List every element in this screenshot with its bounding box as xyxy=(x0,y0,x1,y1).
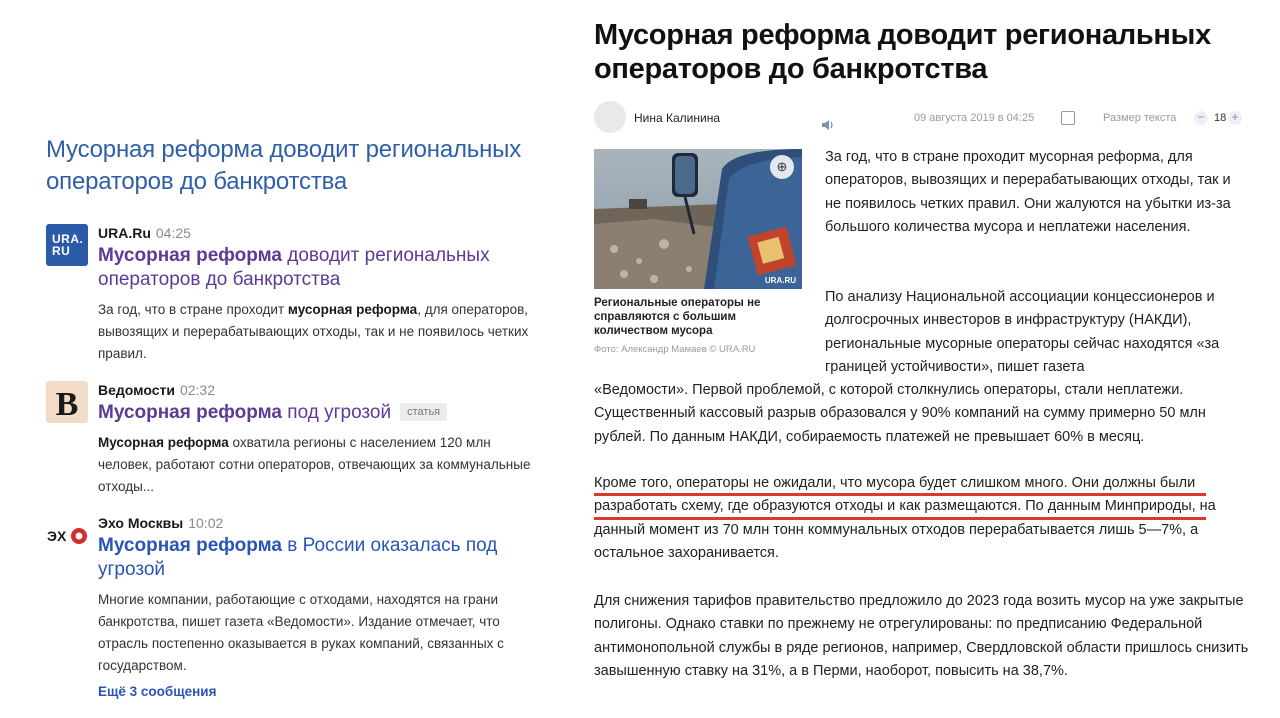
article-meta xyxy=(594,101,1239,135)
article-photo[interactable] xyxy=(594,149,802,289)
article-paragraph: За год, что в стране проходит мусорная реформа, для операторов, вывозящих и перерабатывающих отходы, так и не появилось четких правил. Они жалуются на убытки из-за большого количества мусора и неплатежи населения. xyxy=(825,149,1231,235)
headline-bold: Мусорная реформа xyxy=(98,535,282,556)
news-headline-link[interactable] xyxy=(98,401,548,425)
photo-credit: Фото: Александр Мамаев © URA.RU xyxy=(594,344,756,355)
publish-date: 09 августа 2019 в 04:25 xyxy=(914,112,1035,124)
vedomosti-logo[interactable] xyxy=(46,381,88,423)
article-paragraph: Для снижения тарифов правительство предложило до 2023 года возить мусор на уже закрытые полигоны. Однако ставки по прежнему не отрегулированы: по предписанию Федеральной антимонопольной службы в ряде регионов, например, Свердловской области пришлось снизить завышенную ставку на 31%, а в Перми, наоборот, повысить на 38,7%. xyxy=(594,593,1249,679)
highlight-underline xyxy=(594,493,1206,496)
author-name[interactable]: Нина Калинина xyxy=(634,111,721,125)
echo-moskvy-logo[interactable] xyxy=(46,514,88,556)
more-messages-link[interactable]: Ещё 3 сообщения xyxy=(98,684,217,699)
snippet-text: За год, что в стране проходит xyxy=(98,302,288,317)
svg-text:Х: Х xyxy=(57,528,67,544)
news-snippet xyxy=(98,589,548,677)
news-headline-link[interactable] xyxy=(98,244,548,292)
svg-text:В: В xyxy=(55,386,79,423)
headline-rest: доводит региональных операторов до банкротства xyxy=(98,245,490,290)
source-name[interactable]: Эхо Москвы xyxy=(98,515,184,531)
news-aggregator-panel xyxy=(0,0,560,718)
font-size-decrease-button[interactable]: − xyxy=(1194,111,1208,125)
highlight-underline xyxy=(594,517,1206,520)
font-size-label: Размер текста xyxy=(1103,112,1177,124)
article-title: Мусорная реформа доводит региональных операторов до банкротства xyxy=(594,19,1211,85)
source-name[interactable]: Ведомости xyxy=(98,382,175,398)
source-time: 02:32 xyxy=(179,382,215,398)
news-snippet xyxy=(98,432,548,498)
article-badge: статья xyxy=(400,403,447,421)
story-title[interactable]: Мусорная реформа доводит региональных операторов до банкротства xyxy=(46,136,522,195)
headline-bold: Мусорная реформа xyxy=(98,245,282,266)
headline-bold: Мусорная реформа xyxy=(98,402,282,423)
article-panel xyxy=(580,0,1280,718)
author-avatar[interactable] xyxy=(594,101,626,133)
photo-caption: Региональные операторы не справляются с большим количеством мусора xyxy=(594,297,761,337)
svg-text:Э: Э xyxy=(47,528,57,544)
source-name[interactable]: URA.Ru xyxy=(98,225,151,241)
news-snippet xyxy=(98,299,548,365)
article-paragraph: Кроме того, операторы не ожидали, что мусора будет слишком много. Они должны были разработать схему, где образуются отходы и как размещаются. По данным Минприроды, на данный момент из 70 млн тонн коммунальных отходов перерабатывается лишь 5—7%, а остальное захоранивается. xyxy=(594,475,1216,561)
source-time: 04:25 xyxy=(155,225,191,241)
snippet-bold: мусорная реформа xyxy=(287,302,418,317)
ura-ru-logo[interactable]: URA. RU xyxy=(46,224,88,266)
news-headline-link[interactable] xyxy=(98,534,548,582)
snippet-text: , для операторов, вывозящих и перерабатывающих отходы, так и не появилось четких правил. xyxy=(98,302,529,361)
font-size-value: 18 xyxy=(1214,112,1227,124)
headline-rest: в России оказалась под угрозой xyxy=(98,535,498,580)
snippet-text: Многие компании, работающие с отходами, находятся на грани банкротства, пишет газета «Ведомости». Издание отмечает, что отрасль постепенно оказывается в руках компаний, связанных с государством. xyxy=(98,592,504,673)
photo-watermark: URA.RU xyxy=(764,276,796,285)
headline-rest: под угрозой xyxy=(282,402,392,423)
zoom-icon[interactable]: ⊕ xyxy=(770,155,794,179)
source-time: 10:02 xyxy=(188,515,224,531)
article-paragraph: «Ведомости». Первой проблемой, с которой столкнулись операторы, стали неплатежи. Существенный кассовый разрыв образовался у 90% компаний на сумму примерно 50 млн рублей. По данным НАКДИ, собираемость платежей не превышает 60% в месяц. xyxy=(594,382,1206,445)
print-icon[interactable] xyxy=(1061,111,1075,125)
font-size-increase-button[interactable]: + xyxy=(1228,111,1242,125)
audio-icon[interactable] xyxy=(820,117,836,133)
article-paragraph: По анализу Национальной ассоциации концессионеров и долгосрочных инвесторов в инфраструктуру (НАКДИ), региональные мусорные операторы сейчас находятся «за границей устойчивости», пишет газета xyxy=(825,289,1220,375)
snippet-bold: Мусорная реформа xyxy=(98,435,229,450)
snippet-text: охватила регионы с населением 120 млн человек, работают сотни операторов, отвечающих за коммунальные отходы... xyxy=(98,435,531,494)
